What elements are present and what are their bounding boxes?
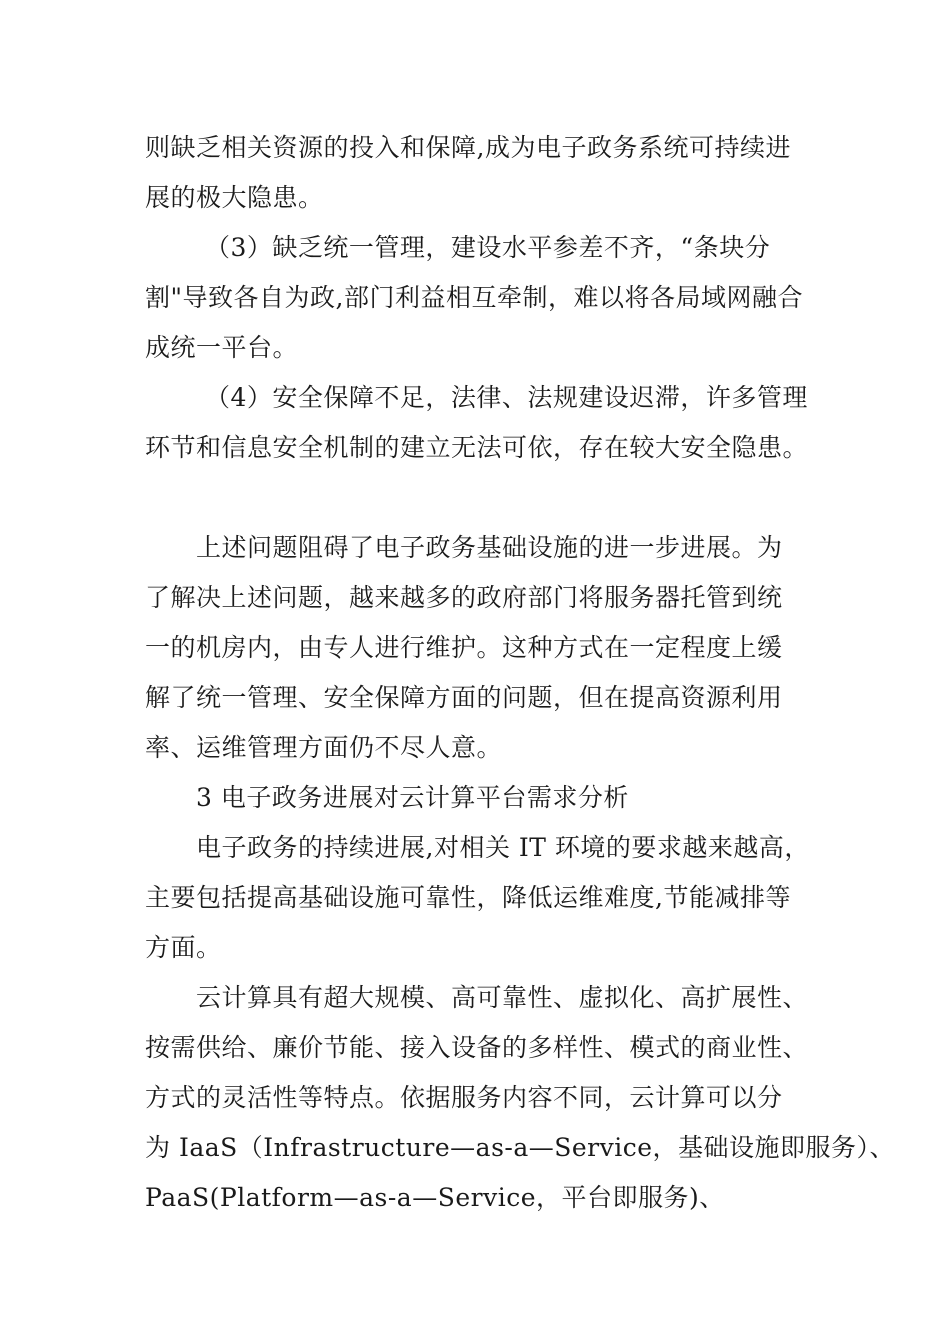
text-line: 展的极大隐患。	[145, 183, 324, 212]
text-line: 一的机房内，由专人进行维护。这种方式在一定程度上缓	[145, 633, 783, 662]
text-line: 按需供给、廉价节能、接入设备的多样性、模式的商业性、	[145, 1033, 809, 1062]
text-line: 了解决上述问题，越来越多的政府部门将服务器托管到统	[145, 583, 783, 612]
text-line: 上述问题阻碍了电子政务基础设施的进一步进展。为	[196, 533, 783, 562]
text-line: 电子政务的持续进展,对相关 IT 环境的要求越来越高，	[196, 833, 810, 862]
text-line: 环节和信息安全机制的建立无法可依，存在较大安全隐患。	[145, 433, 809, 462]
text-line: PaaS(Platform—as-a—Service，平台即服务)、	[145, 1183, 725, 1212]
section-heading: 3 电子政务进展对云计算平台需求分析	[196, 783, 629, 812]
text-line: 则缺乏相关资源的投入和保障,成为电子政务系统可持续进	[145, 133, 791, 162]
text-line: 为 IaaS（Infrastructure—as-a—Service，基础设施即服务）、	[145, 1133, 896, 1162]
text-line: 割"导致各自为政,部门利益相互牵制，难以将各局域网融合	[145, 283, 803, 312]
text-line: 解了统一管理、安全保障方面的问题，但在提高资源利用	[145, 683, 783, 712]
text-line: 方式的灵活性等特点。依据服务内容不同，云计算可以分	[145, 1083, 783, 1112]
text-line: 云计算具有超大规模、高可靠性、虚拟化、高扩展性、	[196, 983, 809, 1012]
text-line: （4）安全保障不足，法律、法规建设迟滞，许多管理	[205, 383, 808, 412]
text-line: 率、运维管理方面仍不尽人意。	[145, 733, 503, 762]
text-line: 方面。	[145, 933, 222, 962]
text-line: 主要包括提高基础设施可靠性，降低运维难度,节能减排等	[145, 883, 791, 912]
text-line: 成统一平台。	[145, 333, 299, 362]
text-line: （3）缺乏统一管理，建设水平参差不齐，“条块分	[205, 233, 771, 262]
